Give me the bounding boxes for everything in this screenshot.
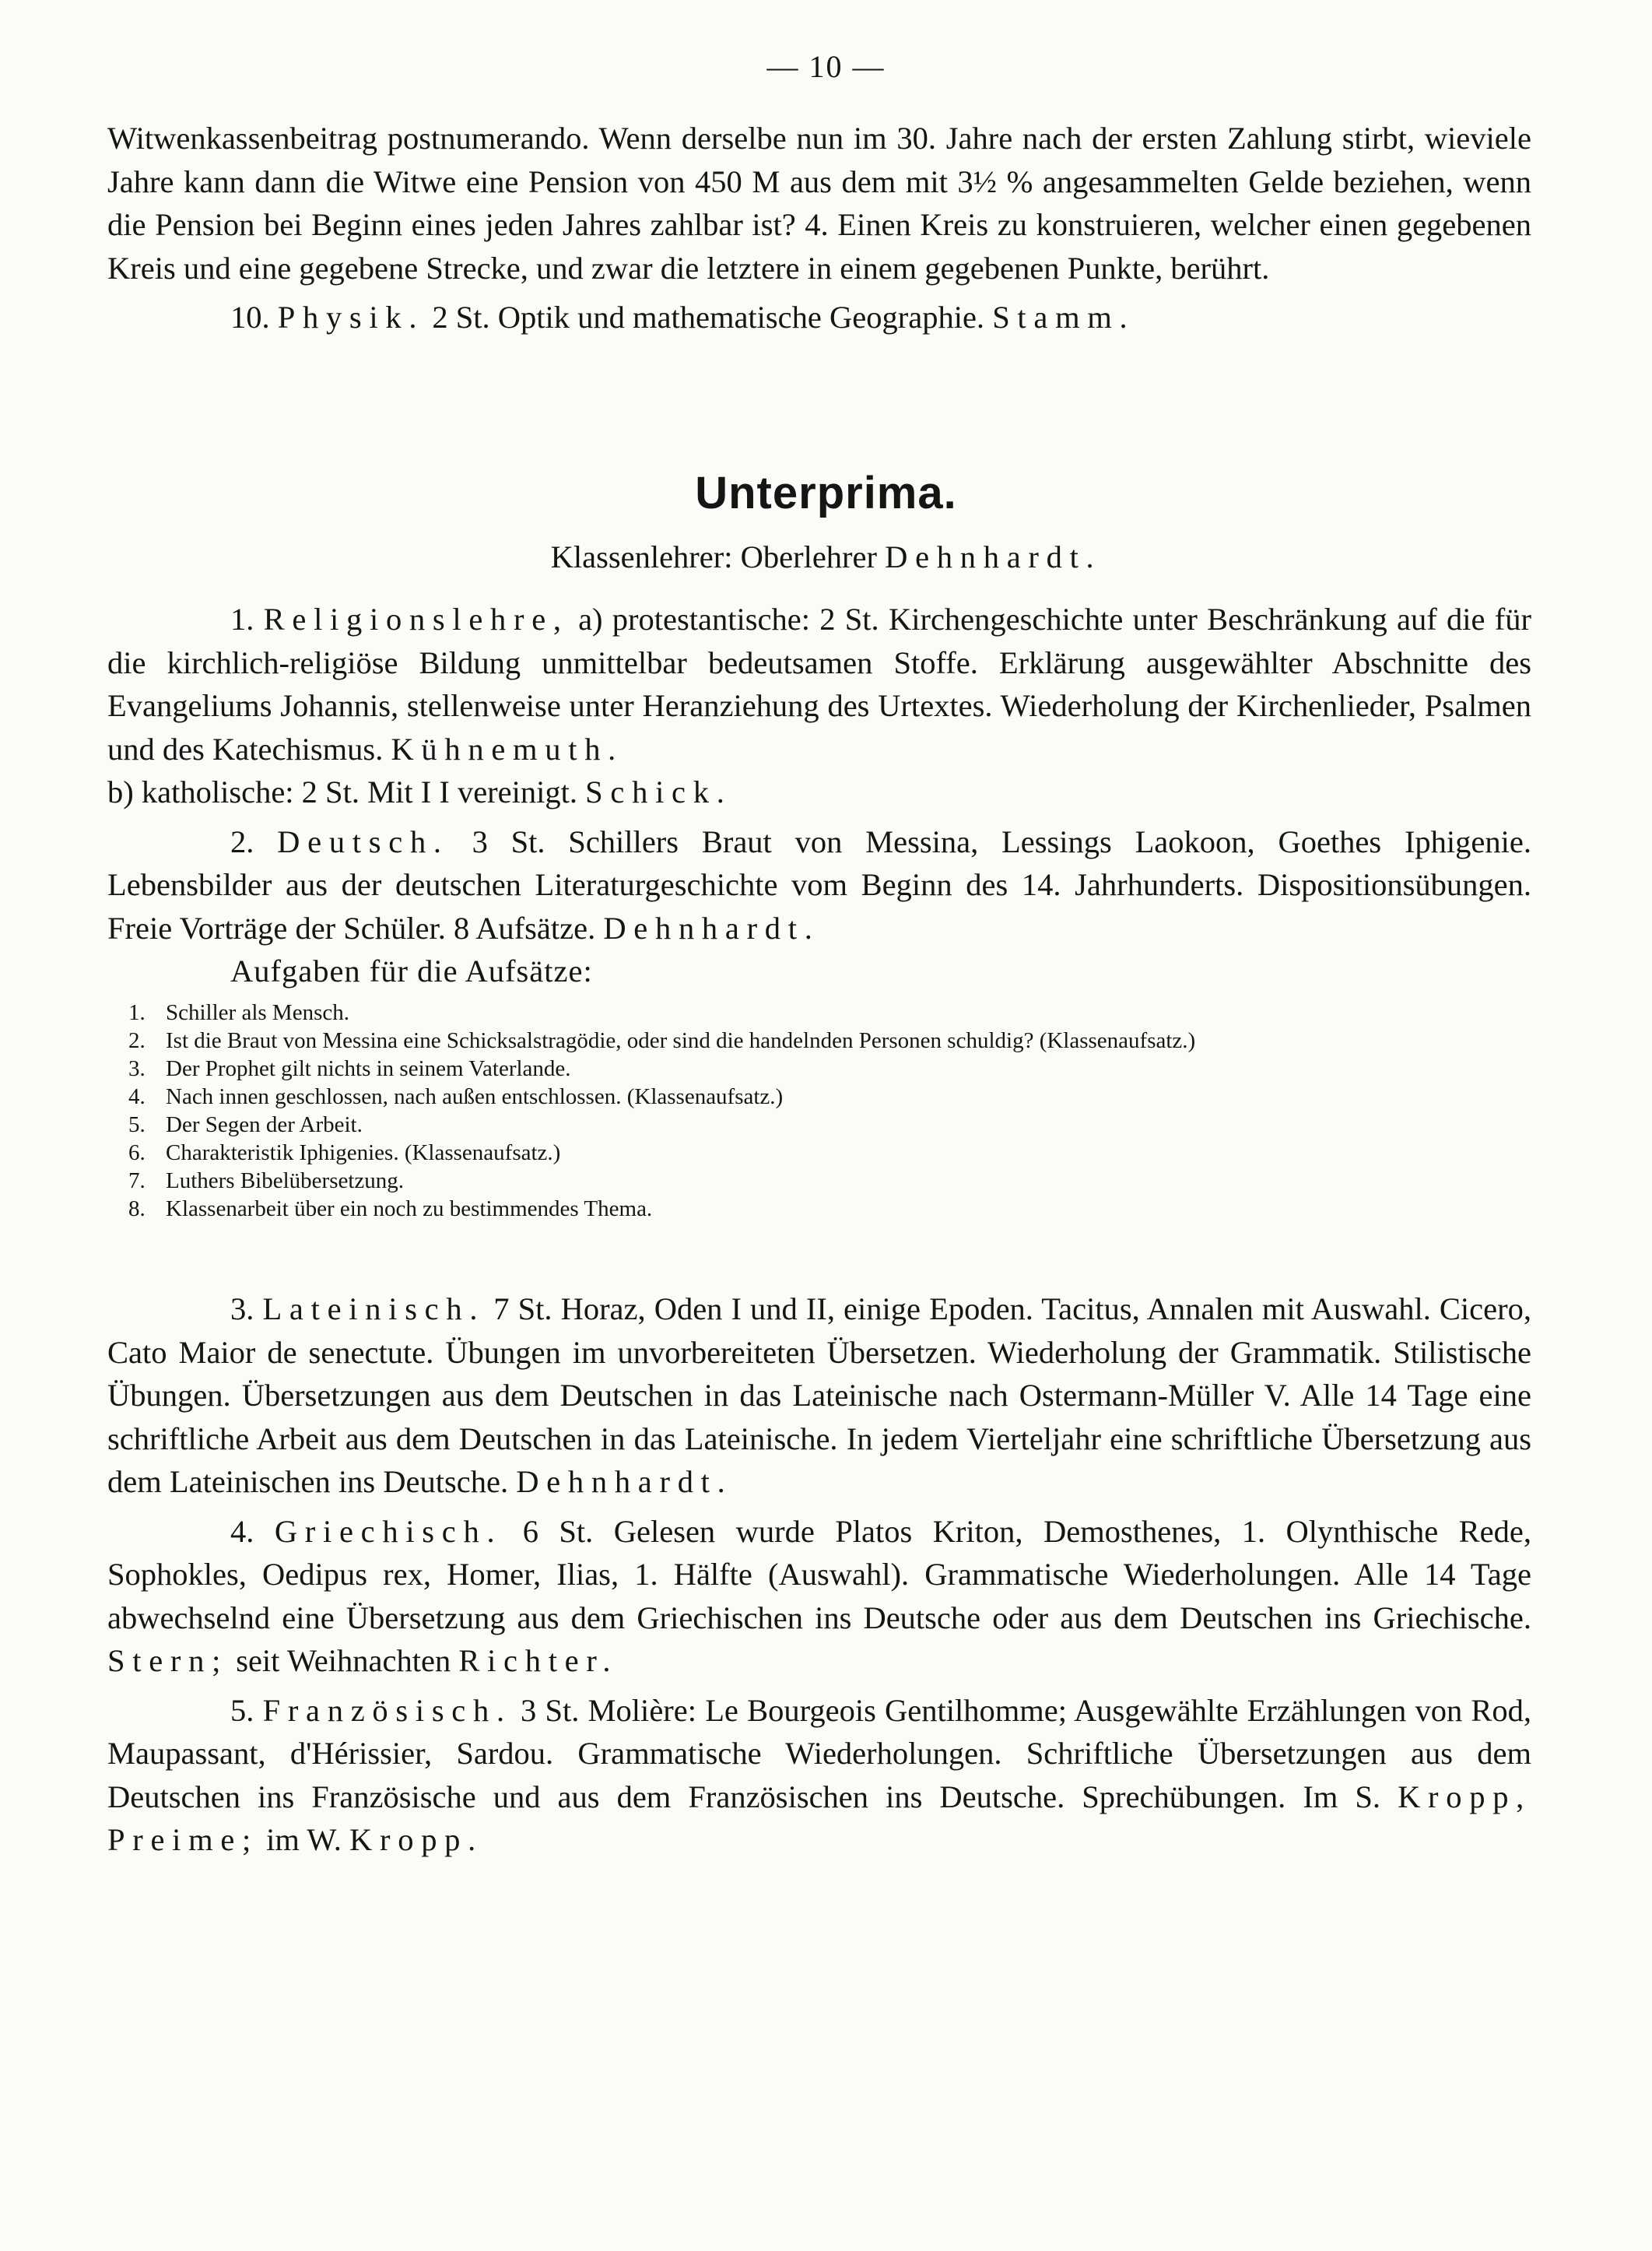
latein-paragraph	[107, 1287, 1531, 1504]
physik-number: 10.	[230, 300, 270, 335]
list-item: 6. Charakteristik Iphigenies. (Klassenaufsatz.)	[128, 1140, 561, 1165]
griechisch-paragraph	[107, 1510, 1531, 1683]
religion-teacher-b: Schick.	[585, 774, 732, 809]
latein-teacher: Dehnhardt.	[516, 1464, 733, 1499]
griechisch-teacher-2: Richter.	[458, 1643, 619, 1678]
upper-text-block	[107, 117, 1531, 339]
klassenlehrer-label: Klassenlehrer: Oberlehrer	[550, 539, 878, 574]
page-number: — 10 —	[766, 49, 886, 84]
deutsch-teacher: Dehnhardt.	[603, 910, 820, 946]
deutsch-paragraph	[107, 820, 1531, 950]
religion-text-a: a) protestantische: 2 St. Kirchengeschichte unter Beschränkung auf die für die kirchlich-religiöse Bildung unmittelbar bedeutsamen Stoffe. Erklärung ausgewählter Abschnitte des Evangeliums Johannis, stellenweise unter Heranziehung des Urtextes. Wiederholung der Kirchenlieder, Psalmen und des Katechismus.	[107, 602, 1532, 767]
religion-text-b: b) katholische: 2 St. Mit I I vereinigt.	[107, 774, 578, 809]
aufsatz-list	[128, 999, 1591, 1223]
griechisch-number: 4.	[230, 1513, 254, 1549]
intro-paragraph: Witwenkassenbeitrag postnumerando. Wenn derselbe nun im 30. Jahre nach der ersten Zahlung stirbt, wieviele Jahre kann dann die Witwe eine Pension von 450 M aus dem mit 3½ % angesammelten Gelde beziehen, wenn die Pension bei Beginn eines jeden Jahres zahlbar ist? 4. Einen Kreis zu konstruieren, welcher einen gegebenen Kreis und eine gegebene Strecke, und zwar die letztere in einem gegebenen Punkte, berührt.	[107, 121, 1531, 286]
deutsch-subject: Deutsch.	[277, 823, 449, 859]
klassenlehrer-name: Dehnhardt.	[885, 539, 1102, 574]
section-title: Unterprima.	[695, 468, 957, 518]
religion-number: 1.	[230, 602, 254, 637]
latein-number: 3.	[230, 1291, 254, 1326]
religion-teacher-a: Kühnemuth.	[391, 731, 624, 767]
list-item: 3. Der Prophet gilt nichts in seinem Vaterlande.	[128, 1056, 571, 1081]
griechisch-teacher: Stern;	[107, 1643, 229, 1678]
franzoesisch-number: 5.	[230, 1692, 254, 1728]
franzoesisch-paragraph	[107, 1689, 1531, 1862]
franzoesisch-text: 3 St. Molière: Le Bourgeois Gentilhomme; Ausgewählte Erzählungen von Rod, Maupassant, d'Hérissier, Sardou. Grammatische Wiederholungen. Schriftliche Übersetzungen aus dem Deutschen ins Französische und aus dem Französischen ins Deutsche. Sprechübungen. Im S.	[107, 1692, 1532, 1814]
latein-subject: Lateinisch.	[262, 1291, 486, 1326]
physik-subject: Physik.	[277, 300, 425, 335]
religion-subject: Religionslehre,	[263, 602, 569, 637]
physik-teacher: Stamm.	[992, 300, 1135, 335]
franzoesisch-teacher: Kropp, Preime;	[107, 1779, 1532, 1857]
list-item: 2. Ist die Braut von Messina eine Schicksalstragödie, oder sind die handelnden Personen schuldig? (Klassenaufsatz.)	[128, 1028, 1196, 1053]
klassenlehrer-line	[0, 539, 1652, 575]
list-item: 8. Klassenarbeit über ein noch zu bestimmendes Thema.	[128, 1196, 653, 1221]
list-item: 5. Der Segen der Arbeit.	[128, 1112, 363, 1137]
physik-paragraph	[107, 296, 1531, 339]
griechisch-text: 6 St. Gelesen wurde Platos Kriton, Demosthenes, 1. Olynthische Rede, Sophokles, Oedipus rex, Homer, Ilias, 1. Hälfte (Auswahl). Grammatische Wiederholungen. Alle 14 Tage abwechselnd eine Übersetzung aus dem Griechischen ins Deutsche oder aus dem Deutschen ins Griechische.	[107, 1513, 1532, 1635]
aufgaben-label: Aufgaben für die Aufsätze:	[230, 953, 593, 989]
religion-paragraph	[107, 598, 1531, 814]
middle-text-block	[107, 598, 1531, 993]
list-item: 1. Schiller als Mensch.	[128, 1000, 349, 1025]
lower-text-block	[107, 1287, 1531, 1862]
franzoesisch-mid: im W.	[266, 1822, 342, 1857]
deutsch-text: 3 St. Schillers Braut von Messina, Lessings Laokoon, Goethes Iphigenie. Lebensbilder aus der deutschen Literaturgeschichte vom Beginn des 14. Jahrhunderts. Dispositionsübungen. Freie Vorträge der Schüler. 8 Aufsätze.	[107, 823, 1532, 946]
franzoesisch-subject: Französisch.	[262, 1692, 512, 1728]
list-item: 7. Luthers Bibelübersetzung.	[128, 1168, 405, 1193]
griechisch-subject: Griechisch.	[274, 1513, 503, 1549]
griechisch-mid: seit Weihnachten	[236, 1643, 451, 1678]
franzoesisch-teacher-2: Kropp.	[349, 1822, 483, 1857]
latein-text: 7 St. Horaz, Oden I und II, einige Epoden. Tacitus, Annalen mit Auswahl. Cicero, Cato Maior de senectute. Übungen im unvorbereiteten Übersetzen. Wiederholung der Grammatik. Stilistische Übungen. Übersetzungen aus dem Deutschen in das Lateinische nach Ostermann-Müller V. Alle 14 Tage eine schriftliche Arbeit aus dem Deutschen in das Lateinische. In jedem Vierteljahr eine schriftliche Übersetzung aus dem Lateinischen ins Deutsche.	[107, 1291, 1531, 1499]
list-item: 4. Nach innen geschlossen, nach außen entschlossen. (Klassenaufsatz.)	[128, 1084, 784, 1109]
deutsch-number: 2.	[230, 823, 254, 859]
physik-text: 2 St. Optik und mathematische Geographie.	[432, 300, 985, 335]
